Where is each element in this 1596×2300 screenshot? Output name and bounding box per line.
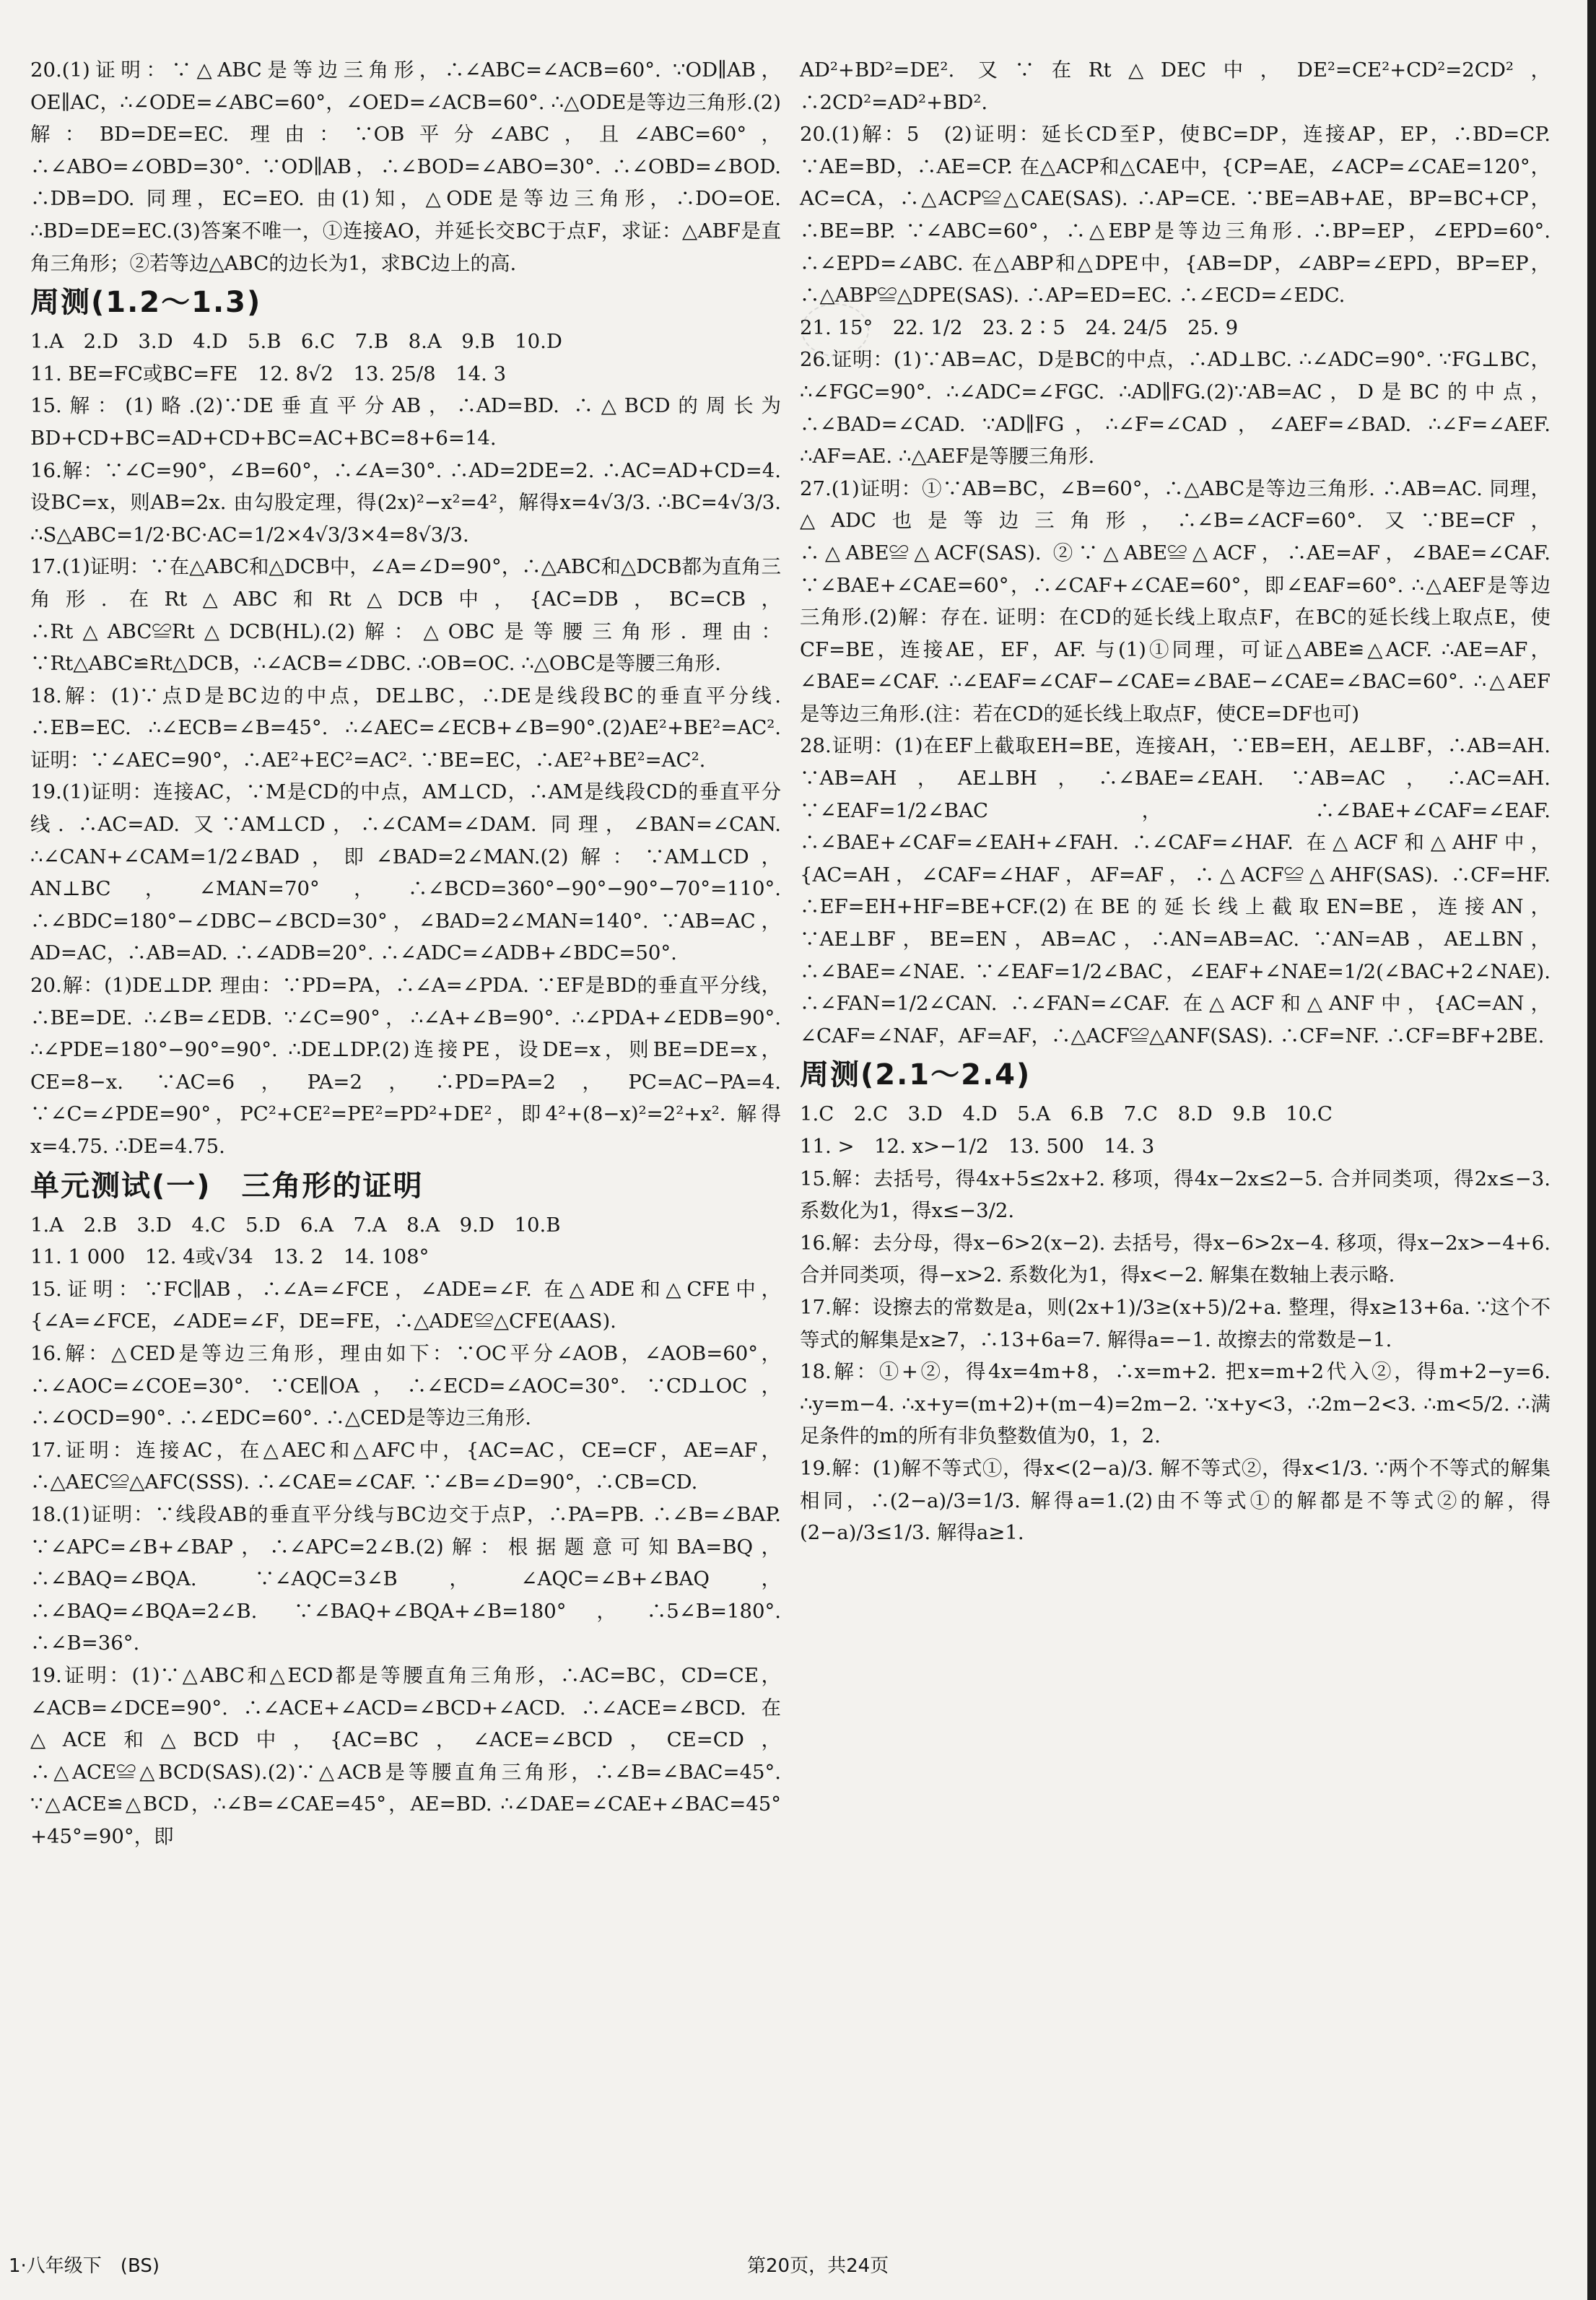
- answer-paragraph: 20.(1)解：5 (2)证明：延长CD至P，使BC=DP，连接AP，EP，∴BD=CP. ∵AE=BD，∴AE=CP. 在△ACP和△CAE中，{CP=AE，∠ACP=∠CAE=120°，AC=CA，∴△ACP≌△CAE(SAS). ∴AP=CE. ∵BE=AB+AE，BP=BC+CP，∴BE=BP. ∵∠ABC=60°，∴△EBP是等边三角形. ∴BP=EP，∠EPD=60°. ∴∠EPD=∠ABC. 在△ABP和△DPE中，{AB=DP，∠ABP=∠EPD，BP=EP，∴△ABP≌△DPE(SAS). ∴AP=ED=EC. ∴∠ECD=∠EDC.: [800, 123, 1551, 308]
- answer-paragraph: 21. 15° 22. 1/2 23. 2∶5 24. 24/5 25. 9: [800, 315, 1239, 339]
- answer-paragraph: 28.证明：(1)在EF上截取EH=BE，连接AH，∵EB=EH，AE⊥BF，∴AB=AH. ∵AB=AH，AE⊥BH，∴∠BAE=∠EAH. ∵AB=AC，∴AC=AH. ∵∠EAF=1/2∠BAC，∴∠BAE+∠CAF=∠EAF. ∴∠BAE+∠CAF=∠EAH+∠FAH. ∴∠CAF=∠HAF. 在△ACF和△AHF中，{AC=AH，∠CAF=∠HAF，AF=AF，∴△ACF≌△AHF(SAS). ∴CF=HF. ∴EF=EH+HF=BE+CF.(2)在BE的延长线上截取EN=BE，连接AN，∵AE⊥BF，BE=EN，AB=AC，∴AN=AB=AC. ∵AN=AB，AE⊥BN，∴∠BAE=∠NAE. ∵∠EAF=1/2∠BAC，∠EAF+∠NAE=1/2(∠BAC+2∠NAE). ∴∠FAN=1/2∠CAN. ∴∠FAN=∠CAF. 在△ACF和△ANF中，{AC=AN，∠CAF=∠NAF，AF=AF，∴△ACF≌△ANF(SAS). ∴CF=NF. ∴CF=BF+2BE.: [800, 734, 1551, 1047]
- footer-page-number: 第20页，共24页: [747, 2255, 889, 2277]
- answer-paragraph: 18.解：(1)∵点D是BC边的中点，DE⊥BC，∴DE是线段BC的垂直平分线. ∴EB=EC. ∴∠ECB=∠B=45°. ∴∠AEC=∠ECB+∠B=90°.(2)AE²+BE²=AC². 证明：∵∠AEC=90°，∴AE²+EC²=AC². ∵BE=EC，∴AE²+BE²=AC².: [30, 684, 781, 772]
- answer-paragraph: 16.解：去分母，得x−6>2(x−2). 去括号，得x−6>2x−4. 移项，得x−2x>−4+6. 合并同类项，得−x>2. 系数化为1，得x<−2. 解集在数轴上表示略.: [800, 1231, 1551, 1287]
- answer-paragraph: 1.C 2.C 3.D 4.D 5.A 6.B 7.C 8.D 9.B 10.C: [800, 1102, 1333, 1126]
- section-heading: 周测(2.1～2.4): [800, 1058, 1032, 1092]
- answer-paragraph: 18.解：①+②，得4x=4m+8，∴x=m+2. 把x=m+2代入②，得m+2−y=6. ∴y=m−4. ∴x+y=(m+2)+(m−4)=2m−2. ∵x+y<3，∴2m−2<3. ∴m<5/2. ∴满足条件的m的所有非负整数值为0，1，2.: [800, 1360, 1551, 1448]
- answer-paragraph: 26.证明：(1)∵AB=AC，D是BC的中点，∴AD⊥BC. ∴∠ADC=90°. ∵FG⊥BC，∴∠FGC=90°. ∴∠ADC=∠FGC. ∴AD∥FG.(2)∵AB=AC，D是BC的中点，∴∠BAD=∠CAD. ∵AD∥FG，∴∠F=∠CAD，∠AEF=∠BAD. ∴∠F=∠AEF. ∴AF=AE. ∴△AEF是等腰三角形.: [800, 348, 1551, 469]
- answer-paragraph: AD²+BD²=DE². 又∵在Rt△DEC中，DE²=CE²+CD²=2CD²，∴2CD²=AD²+BD².: [800, 58, 1551, 114]
- answer-paragraph: 19.(1)证明：连接AC，∵M是CD的中点，AM⊥CD，∴AM是线段CD的垂直平分线. ∴AC=AD. 又∵AM⊥CD，∴∠CAM=∠DAM. 同理，∠BAN=∠CAN. ∴∠CAN+∠CAM=1/2∠BAD，即∠BAD=2∠MAN.(2)解：∵AM⊥CD，AN⊥BC，∠MAN=70°，∴∠BCD=360°−90°−90°−70°=110°. ∴∠BDC=180°−∠DBC−∠BCD=30°，∠BAD=2∠MAN=140°. ∵AB=AC，AD=AC，∴AB=AD. ∴∠ADB=20°. ∴∠ADC=∠ADB+∠BDC=50°.: [30, 780, 781, 965]
- answer-paragraph: 20.解：(1)DE⊥DP. 理由：∵PD=PA，∴∠A=∠PDA. ∵EF是BD的垂直平分线，∴BE=DE. ∴∠B=∠EDB. ∵∠C=90°，∴∠A+∠B=90°. ∴∠PDA+∠EDB=90°. ∴∠PDE=180°−90°=90°. ∴DE⊥DP.(2)连接PE，设DE=x，则BE=DE=x，CE=8−x. ∵AC=6，PA=2，∴PD=PA=2，PC=AC−PA=4. ∵∠C=∠PDE=90°，PC²+CE²=PE²=PD²+DE²，即4²+(8−x)²=2²+x². 解得x=4.75. ∴DE=4.75.: [30, 974, 781, 1158]
- answer-paragraph: 19.证明：(1)∵△ABC和△ECD都是等腰直角三角形，∴AC=BC，CD=CE，∠ACB=∠DCE=90°. ∴∠ACE+∠ACD=∠BCD+∠ACD. ∴∠ACE=∠BCD. 在△ACE和△BCD中，{AC=BC，∠ACE=∠BCD，CE=CD，∴△ACE≌△BCD(SAS).(2)∵△ACB是等腰直角三角形，∴∠B=∠BAC=45°. ∵△ACE≌△BCD，∴∠B=∠CAE=45°，AE=BD. ∴∠DAE=∠CAE+∠BAC=45°+45°=90°，即: [30, 1663, 781, 1848]
- answer-paragraph: 1.A 2.B 3.D 4.C 5.D 6.A 7.A 8.A 9.D 10.B: [30, 1213, 561, 1237]
- answer-paragraph: 11. 1 000 12. 4或√34 13. 2 14. 108°: [30, 1245, 429, 1269]
- answer-paragraph: 15.解：去括号，得4x+5≤2x+2. 移项，得4x−2x≤2−5. 合并同类项，得2x≤−3. 系数化为1，得x≤−3/2.: [800, 1167, 1551, 1223]
- footer-grade-label: 1·八年级下 (BS): [9, 2255, 160, 2277]
- answer-paragraph: 15.解：(1)略.(2)∵DE垂直平分AB，∴AD=BD. ∴△BCD的周长为BD+CD+BC=AD+CD+BC=AC+BC=8+6=14.: [30, 394, 781, 450]
- answer-paragraph: 11. > 12. x>−1/2 13. 500 14. 3: [800, 1135, 1155, 1158]
- answer-paragraph: 17.解：设擦去的常数是a，则(2x+1)/3≥(x+5)/2+a. 整理，得x≥13+6a. ∵这个不等式的解集是x≥7，∴13+6a=7. 解得a=−1. 故擦去的常数是−1.: [800, 1295, 1551, 1351]
- section-heading: 单元测试(一) 三角形的证明: [30, 1169, 424, 1203]
- answer-paragraph: 16.解：∵∠C=90°，∠B=60°，∴∠A=30°. ∴AD=2DE=2. ∴AC=AD+CD=4. 设BC=x，则AB=2x. 由勾股定理，得(2x)²−x²=4²，解得x=4√3/3. ∴BC=4√3/3. ∴S△ABC=1/2·BC·AC=1/2×4√3/3×4=8√3/3.: [30, 458, 781, 546]
- answer-paragraph: 20.(1)证明：∵△ABC是等边三角形，∴∠ABC=∠ACB=60°. ∵OD∥AB，OE∥AC，∴∠ODE=∠ABC=60°，∠OED=∠ACB=60°. ∴△ODE是等边三角形.(2)解：BD=DE=EC. 理由：∵OB平分∠ABC，且∠ABC=60°，∴∠ABO=∠OBD=30°. ∵OD∥AB，∴∠BOD=∠ABO=30°. ∴∠OBD=∠BOD. ∴DB=DO. 同理，EC=EO. 由(1)知，△ODE是等边三角形，∴DO=OE. ∴BD=DE=EC.(3)答案不唯一，①连接AO，并延长交BC于点F，求证：△ABF是直角三角形；②若等边△ABC的边长为1，求BC边上的高.: [30, 58, 781, 275]
- answer-paragraph: 11. BE=FC或BC=FE 12. 8√2 13. 25/8 14. 3: [30, 362, 507, 385]
- answer-paragraph: 19.解：(1)解不等式①，得x<(2−a)/3. 解不等式②，得x<1/3. ∵两个不等式的解集相同，∴(2−a)/3=1/3. 解得a=1.(2)由不等式①的解都是不等式②的解，得(2−a)/3≤1/3. 解得a≥1.: [800, 1456, 1551, 1545]
- answer-paragraph: 18.(1)证明：∵线段AB的垂直平分线与BC边交于点P，∴PA=PB. ∴∠B=∠BAP. ∵∠APC=∠B+∠BAP，∴∠APC=2∠B.(2)解：根据题意可知BA=BQ，∴∠BAQ=∠BQA. ∵∠AQC=3∠B，∠AQC=∠B+∠BAQ，∴∠BAQ=∠BQA=2∠B. ∵∠BAQ+∠BQA+∠B=180°，∴5∠B=180°. ∴∠B=36°.: [30, 1502, 781, 1655]
- answer-paragraph: 27.(1)证明：①∵AB=BC，∠B=60°，∴△ABC是等边三角形. ∴AB=AC. 同理，△ADC也是等边三角形，∴∠B=∠ACF=60°. 又∵BE=CF，∴△ABE≌△ACF(SAS). ②∵△ABE≌△ACF，∴AE=AF，∠BAE=∠CAF. ∵∠BAE+∠CAE=60°，∴∠CAF+∠CAE=60°，即∠EAF=60°. ∴△AEF是等边三角形.(2)解：存在. 证明：在CD的延长线上取点F，在BC的延长线上取点E，使CF=BE，连接AE，EF，AF. 与(1)①同理，可证△ABE≌△ACF. ∴AE=AF，∠BAE=∠CAF. ∴∠EAF=∠CAF−∠CAE=∠BAE−∠CAE=∠BAC=60°. ∴△AEF是等边三角形.(注：若在CD的延长线上取点F，使CE=DF也可): [800, 476, 1551, 726]
- answer-paragraph: 1.A 2.D 3.D 4.D 5.B 6.C 7.B 8.A 9.B 10.D: [30, 330, 562, 354]
- answer-paragraph: 17.(1)证明：∵在△ABC和△DCB中，∠A=∠D=90°，∴△ABC和△DCB都为直角三角形. 在Rt△ABC和Rt△DCB中，{AC=DB，BC=CB，∴Rt△ABC≌Rt△DCB(HL).(2)解：△OBC是等腰三角形. 理由：∵Rt△ABC≌Rt△DCB，∴∠ACB=∠DBC. ∴OB=OC. ∴△OBC是等腰三角形.: [30, 555, 781, 676]
- answer-paragraph: 17.证明：连接AC，在△AEC和△AFC中，{AC=AC，CE=CF，AE=AF，∴△AEC≌△AFC(SSS). ∴∠CAE=∠CAF. ∵∠B=∠D=90°，∴CB=CD.: [30, 1438, 781, 1494]
- right-column: [800, 54, 1551, 1549]
- scan-edge-bar: [1587, 0, 1596, 2300]
- answer-paragraph: 15.证明：∵FC∥AB，∴∠A=∠FCE，∠ADE=∠F. 在△ADE和△CFE中，{∠A=∠FCE，∠ADE=∠F，DE=FE，∴△ADE≌△CFE(AAS).: [30, 1277, 781, 1333]
- left-column: [30, 54, 781, 1852]
- section-heading: 周测(1.2～1.3): [30, 286, 262, 320]
- answer-paragraph: 16.解：△CED是等边三角形，理由如下：∵OC平分∠AOB，∠AOB=60°，∴∠AOC=∠COE=30°. ∵CE∥OA，∴∠ECD=∠AOC=30°. ∵CD⊥OC，∴∠OCD=90°. ∴∠EDC=60°. ∴△CED是等边三角形.: [30, 1341, 781, 1430]
